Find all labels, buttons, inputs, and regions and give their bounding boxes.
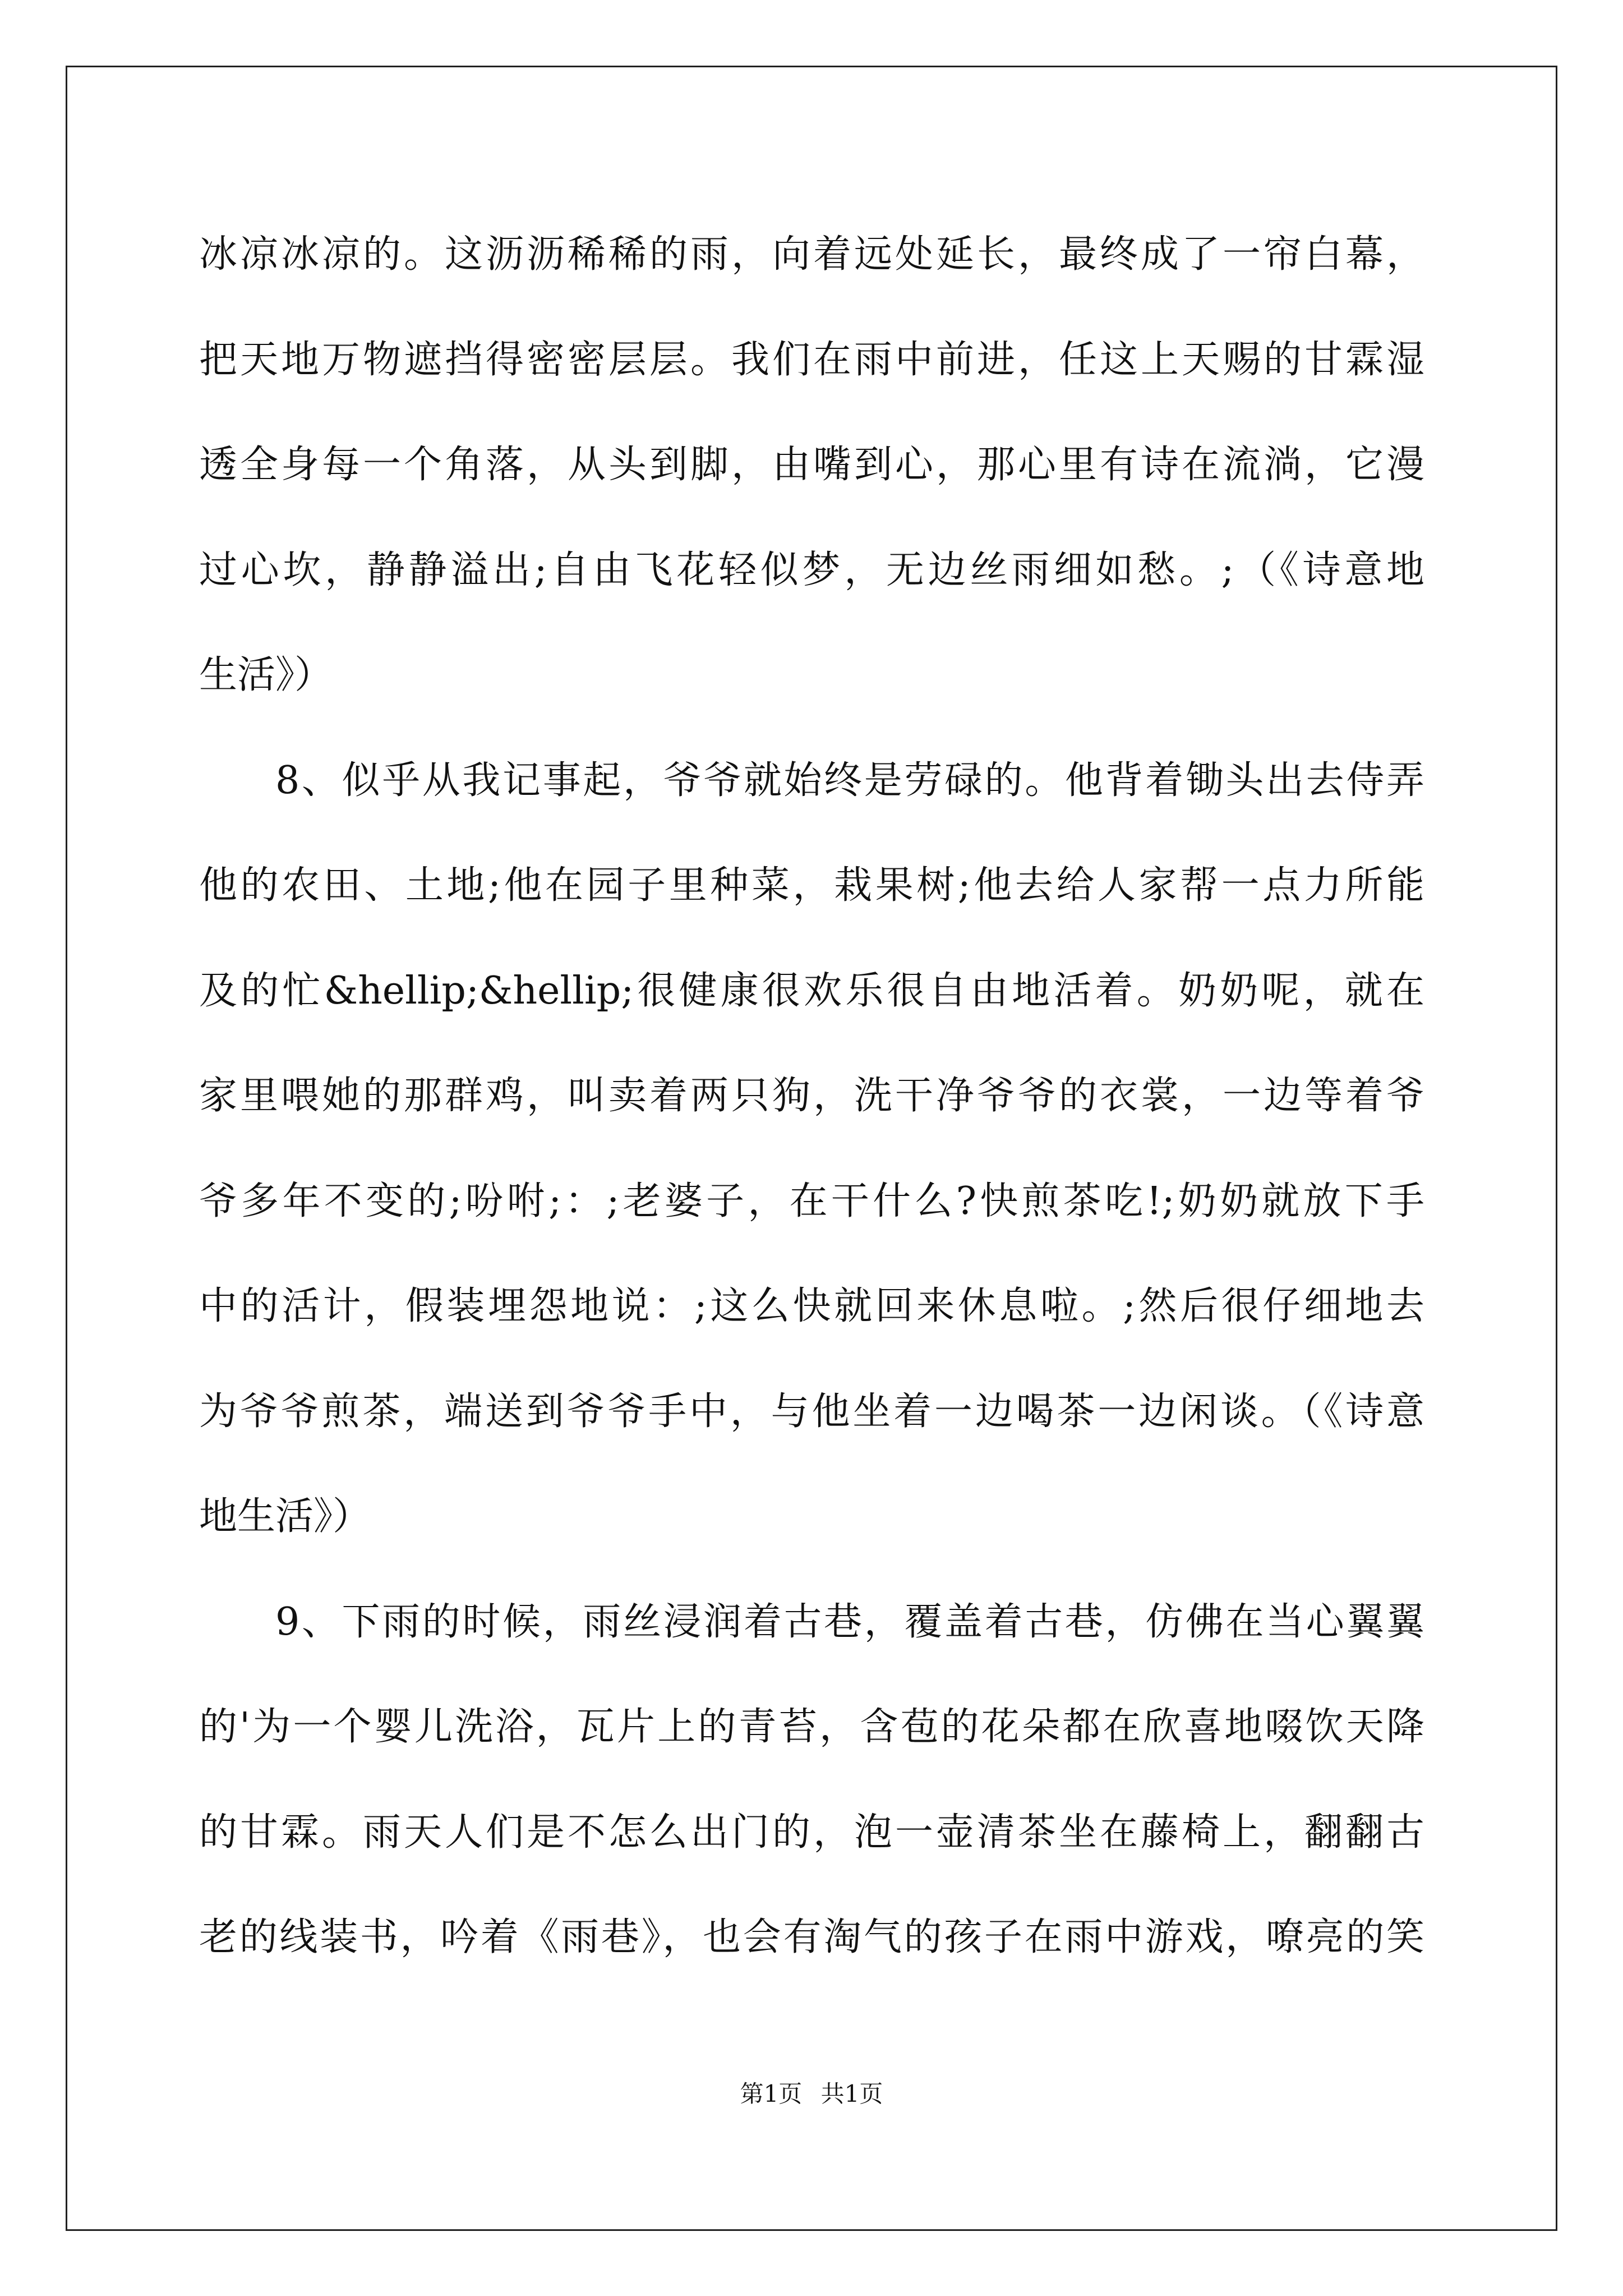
text-line: 过心坎，静静溢出;自由飞花轻似梦，无边丝雨细如愁。;（《诗意地 [199,547,1424,592]
text-line: 把天地万物遮挡得密密层层。我们在雨中前进，任这上天赐的甘霖湿 [199,337,1424,382]
text-line: 9、下雨的时候，雨丝浸润着古巷，覆盖着古巷，仿佛在当心翼翼 [275,1599,1424,1644]
text-line: 爷多年不变的;吩咐;：;老婆子，在干什么?快煎茶吃!;奶奶就放下手 [199,1179,1424,1223]
text-line: 冰凉冰凉的。这沥沥稀稀的雨，向着远处延长，最终成了一帘白幕， [199,232,1424,277]
text-line: 地生活》） [199,1494,371,1539]
text-line: 及的忙&hellip;&hellip;很健康很欢乐很自由地活着。奶奶呢，就在 [199,968,1424,1013]
text-line: 的甘霖。雨天人们是不怎么出门的，泡一壶清茶坐在藤椅上，翻翻古 [199,1810,1424,1855]
text-line: 8、似乎从我记事起，爷爷就始终是劳碌的。他背着锄头出去侍弄 [275,758,1424,803]
page-footer [0,2076,1623,2109]
text-line: 为爷爷煎茶，端送到爷爷手中，与他坐着一边喝茶一边闲谈。（《诗意 [199,1389,1424,1434]
text-line: 的'为一个婴儿洗浴，瓦片上的青苔，含苞的花朵都在欣喜地啜饮天降 [199,1705,1424,1749]
page-number-current: 第1页 [740,2080,803,2108]
text-line: 他的农田、土地;他在园子里种菜，栽果树;他去给人家帮一点力所能 [199,863,1424,908]
text-line: 家里喂她的那群鸡，叫卖着两只狗，洗干净爷爷的衣裳，一边等着爷 [199,1074,1424,1118]
document-body [199,202,1424,1990]
text-line: 透全身每一个角落，从头到脚，由嘴到心，那心里有诗在流淌，它漫 [199,443,1424,487]
text-line: 生活》） [199,653,333,697]
page-number-total: 共1页 [820,2080,883,2108]
text-line: 中的活计，假装埋怨地说：;这么快就回来休息啦。;然后很仔细地去 [199,1284,1424,1328]
text-line: 老的线装书，吟着《雨巷》，也会有淘气的孩子在雨中游戏，嘹亮的笑 [199,1915,1424,1959]
